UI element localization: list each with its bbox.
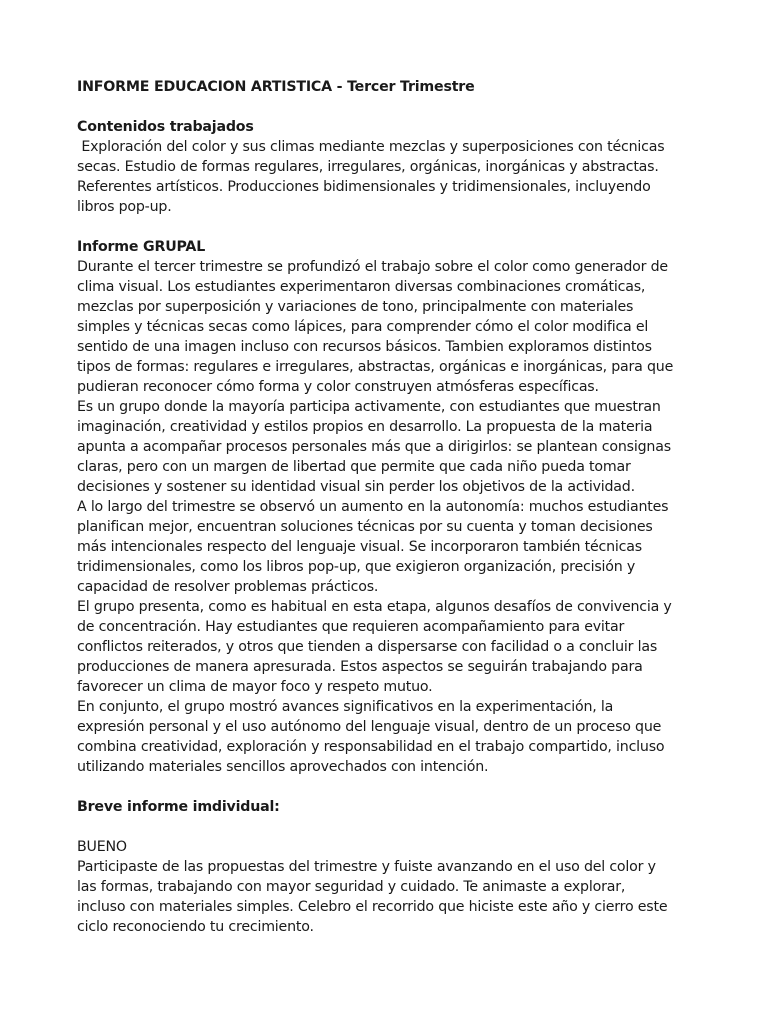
individual-heading: Breve informe imdividual: xyxy=(77,799,280,815)
group-paragraph: Es un grupo donde la mayoría participa activamente, con estudiantes que muestran imaginación, creatividad y estilos propios en desarrollo. La propuesta de la materia apunta a acompañar procesos personales más que a dirigirlos: se plantean consignas claras, pero con un margen de libertad que permite que cada niño pueda tomar decisiones y sostener su identidad visual sin perder los objetivos de la actividad. xyxy=(77,399,671,495)
spacer xyxy=(77,777,677,797)
spacer xyxy=(77,97,677,117)
individual-text: Participaste de las propuestas del trimestre y fuiste avanzando en el uso del color y las formas, trabajando con mayor seguridad y cuidado. Te animaste a explorar, incluso con materiales simples. Celebro el recorrido que hiciste este año y cierro este ciclo reconociendo tu crecimiento. xyxy=(77,859,668,935)
contents-text: Exploración del color y sus climas mediante mezclas y superposiciones con técnicas secas. Estudio de formas regulares, irregulares, orgánicas, inorgánicas y abstractas. Referentes artísticos. Producciones bidimensionales y tridimensionales, incluyendo libros pop-up. xyxy=(77,139,669,215)
spacer xyxy=(77,217,677,237)
contents-heading: Contenidos trabajados xyxy=(77,119,254,135)
group-heading: Informe GRUPAL xyxy=(77,239,206,255)
group-paragraph: En conjunto, el grupo mostró avances significativos en la experimentación, la expresión personal y el uso autónomo del lenguaje visual, dentro de un proceso que combina creatividad, exploración y responsabilidad en el trabajo compartido, incluso utilizando materiales sencillos aprovechados con intención. xyxy=(77,699,665,775)
group-paragraph: El grupo presenta, como es habitual en esta etapa, algunos desafíos de convivencia y de concentración. Hay estudiantes que requieren acompañamiento para evitar conflictos reiterados, y otros que tienden a dispersarse con facilidad o a concluir las producciones de manera apresurada. Estos aspectos se seguirán trabajando para favorecer un clima de mayor foco y respeto mutuo. xyxy=(77,599,672,695)
document-body xyxy=(77,77,677,937)
document-title: INFORME EDUCACION ARTISTICA - Tercer Trimestre xyxy=(77,79,475,95)
spacer xyxy=(77,817,677,837)
group-paragraph: Durante el tercer trimestre se profundizó el trabajo sobre el color como generador de clima visual. Los estudiantes experimentaron diversas combinaciones cromáticas, mezclas por superposición y variaciones de tono, principalmente con materiales simples y técnicas secas como lápices, para comprender cómo el color modifica el sentido de una imagen incluso con recursos básicos. Tambien exploramos distintos tipos de formas: regulares e irregulares, abstractas, orgánicas e inorgánicas, para que pudieran reconocer cómo forma y color construyen atmósferas específicas. xyxy=(77,259,674,395)
individual-grade: BUENO xyxy=(77,839,127,855)
group-paragraph: A lo largo del trimestre se observó un aumento en la autonomía: muchos estudiantes planifican mejor, encuentran soluciones técnicas por su cuenta y toman decisiones más intencionales respecto del lenguaje visual. Se incorporaron también técnicas tridimensionales, como los libros pop-up, que exigieron organización, precisión y capacidad de resolver problemas prácticos. xyxy=(77,499,669,595)
